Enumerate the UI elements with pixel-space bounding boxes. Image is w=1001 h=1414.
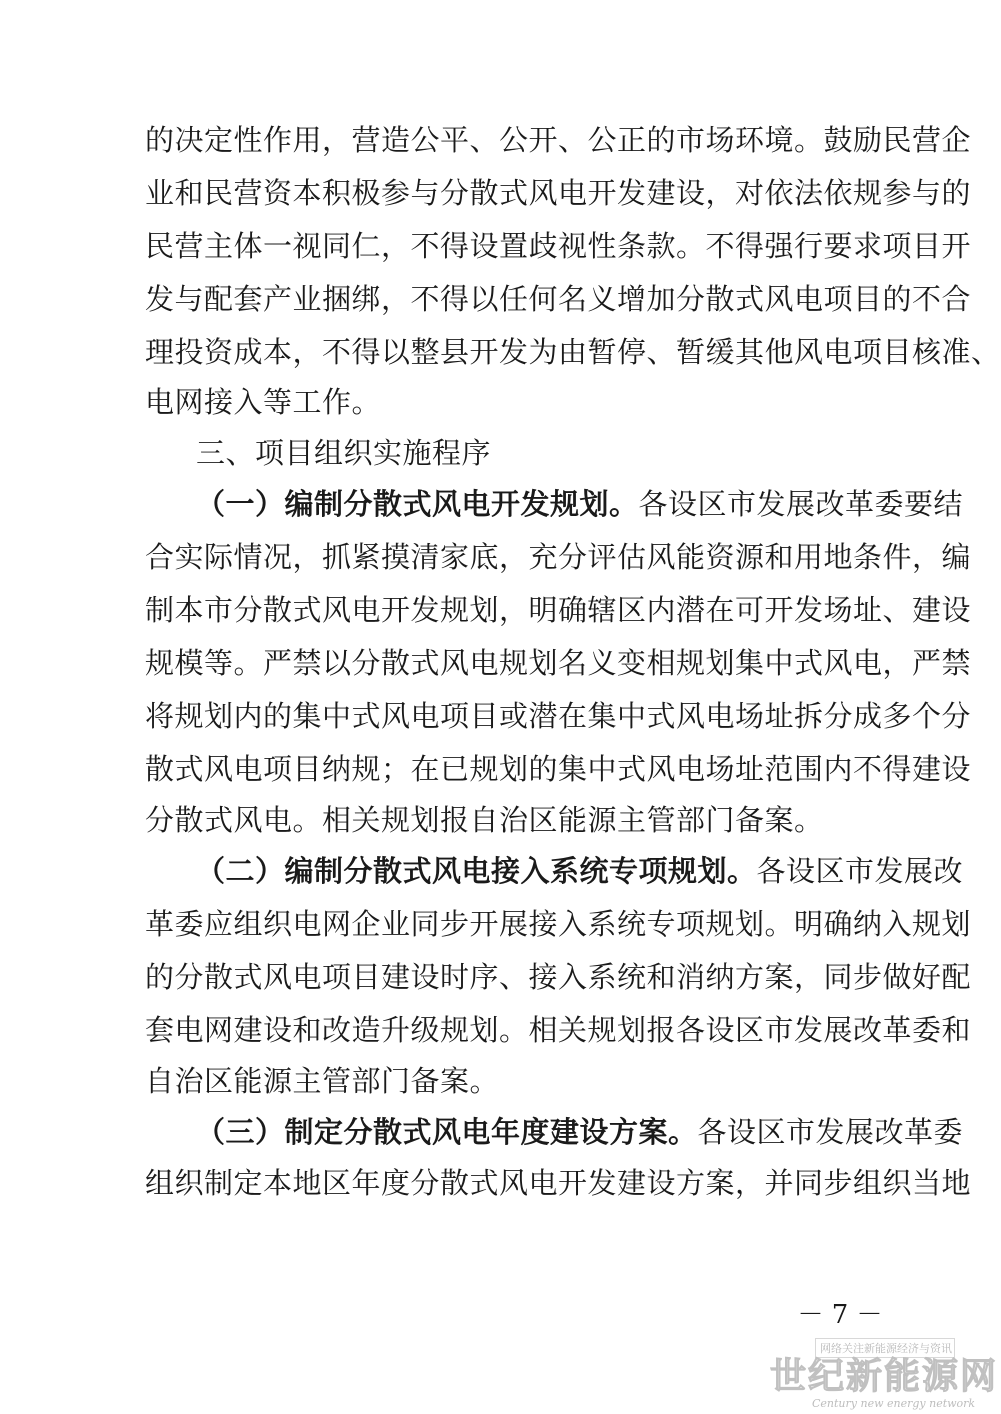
item-1-line: 规模等。严禁以分散式风电规划名义变相规划集中式风电，严禁 — [145, 646, 972, 680]
item-2-line: 自治区能源主管部门备案。 — [145, 1064, 500, 1098]
item-2-line: 的分散式风电项目建设时序、接入系统和消纳方案，同步做好配 — [145, 960, 972, 994]
watermark-tagline: 网络关注新能源经济与资讯 — [815, 1338, 955, 1358]
body-line-3: 民营主体一视同仁，不得设置歧视性条款。不得强行要求项目开 — [145, 229, 972, 263]
page-number: － 7 － — [797, 1300, 883, 1330]
body-line-2: 业和民营资本积极参与分散式风电开发建设，对依法依规参与的 — [145, 176, 972, 210]
body-line-5: 理投资成本，不得以整县开发为由暂停、暂缓其他风电项目核准、 — [145, 335, 1001, 369]
item-3-title: （三）制定分散式风电年度建设方案。 — [196, 1115, 698, 1149]
item-1-line: 将规划内的集中式风电项目或潜在集中式风电场址拆分成多个分 — [145, 699, 972, 733]
body-line-4: 发与配套产业捆绑，不得以任何名义增加分散式风电项目的不合 — [145, 282, 972, 316]
item-3-first-line — [196, 1112, 964, 1152]
item-1-line: 合实际情况，抓紧摸清家底，充分评估风能资源和用地条件，编 — [145, 540, 972, 574]
item-3-line: 组织制定本地区年度分散式风电开发建设方案，并同步组织当地 — [145, 1166, 972, 1200]
section-heading: 三、项目组织实施程序 — [196, 436, 492, 470]
watermark-english: Century new energy network — [812, 1397, 976, 1410]
item-1-title: （一）编制分散式风电开发规划。 — [196, 487, 639, 521]
item-2-first-line — [196, 851, 964, 891]
item-3-first-text: 各设区市发展改革委 — [697, 1115, 964, 1149]
item-1-first-line — [196, 484, 964, 524]
item-1-line: 制本市分散式风电开发规划，明确辖区内潜在可开发场址、建设 — [145, 593, 972, 627]
item-1-line: 分散式风电。相关规划报自治区能源主管部门备案。 — [145, 803, 824, 837]
body-line-6: 电网接入等工作。 — [145, 385, 382, 419]
watermark-logo: 世纪新能源网 — [770, 1355, 999, 1397]
item-2-first-text: 各设区市发展改 — [756, 854, 964, 888]
item-1-first-text: 各设区市发展改革委要结 — [638, 487, 964, 521]
item-2-title: （二）编制分散式风电接入系统专项规划。 — [196, 854, 757, 888]
item-1-line: 散式风电项目纳规；在已规划的集中式风电场址范围内不得建设 — [145, 752, 972, 786]
item-2-line: 革委应组织电网企业同步开展接入系统专项规划。明确纳入规划 — [145, 907, 972, 941]
body-line-1: 的决定性作用，营造公平、公开、公正的市场环境。鼓励民营企 — [145, 123, 972, 157]
item-2-line: 套电网建设和改造升级规划。相关规划报各设区市发展改革委和 — [145, 1013, 972, 1047]
